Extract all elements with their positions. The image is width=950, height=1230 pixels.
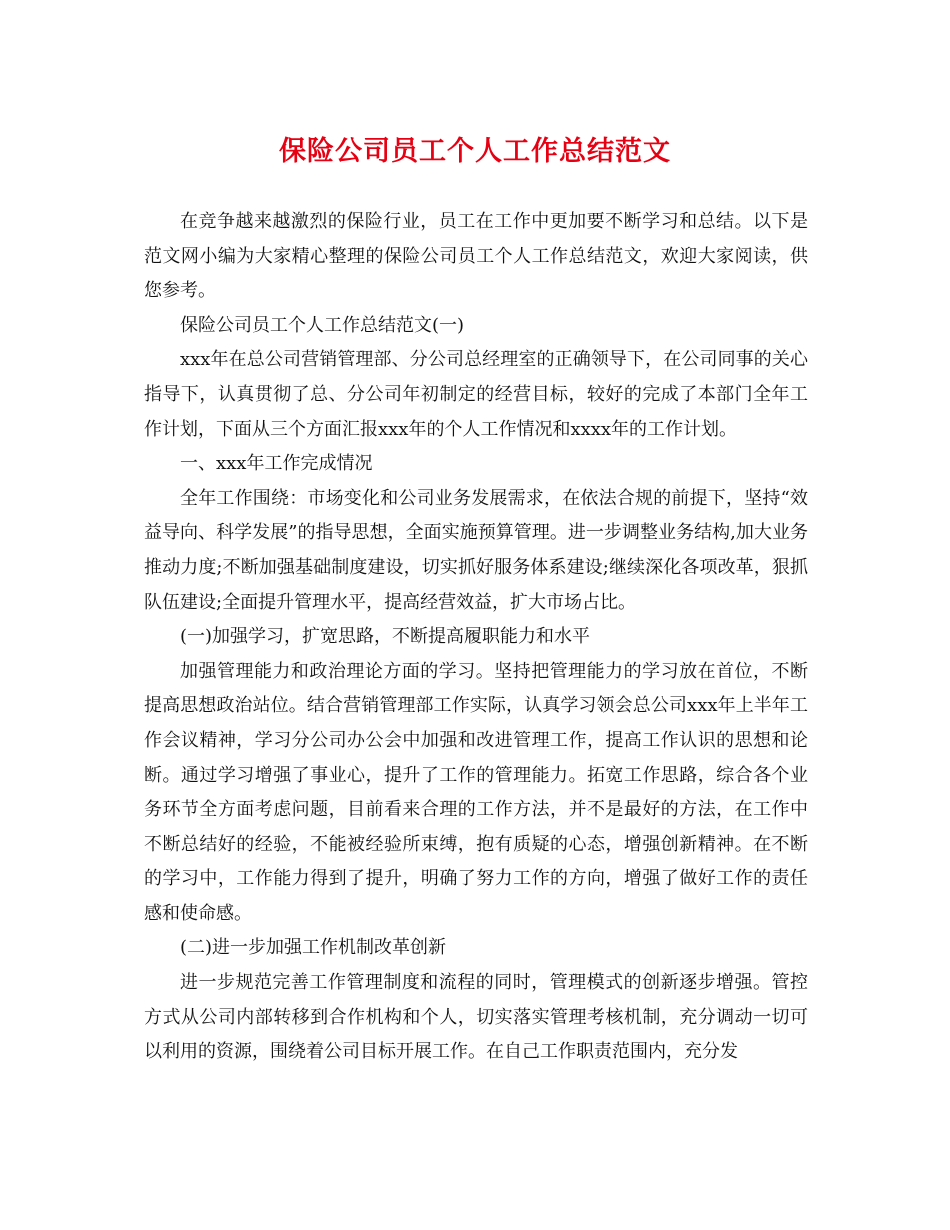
paragraph-intro: 在竞争越来越激烈的保险行业，员工在工作中更加要不断学习和总结。以下是范文网小编为大家精心整理的保险公司员工个人工作总结范文，欢迎大家阅读，供您参考。: [144, 211, 808, 302]
paragraph-learning: 加强管理能力和政治理论方面的学习。坚持把管理能力的学习放在首位，不断提高思想政治站位。结合营销管理部工作实际，认真学习领会总公司xxx年上半年工作会议精神，学习分公司办公会中加强和改进管理工作，提高工作认识的思想和论断。通过学习增强了事业心，提升了工作的管理能力。拓宽工作思路，综合各个业务环节全方面考虑问题，目前看来合理的工作方法，并不是最好的方法，在工作中不断总结好的经验，不能被经验所束缚，抱有质疑的心态，增强创新精神。在不断的学习中，工作能力得到了提升，明确了努力工作的方向，增强了做好工作的责任感和使命感。: [144, 660, 808, 924]
paragraph-overview: xxx年在总公司营销管理部、分公司总经理室的正确领导下，在公司同事的关心指导下，认真贯彻了总、分公司年初制定的经营目标，较好的完成了本部门全年工作计划，下面从三个方面汇报xxx年的个人工作情况和xxxx年的工作计划。: [144, 349, 808, 440]
paragraph-subheading-1: (一)加强学习，扩宽思路，不断提高履职能力和水平: [180, 626, 591, 648]
paragraph-section-heading-1: 一、xxx年工作完成情况: [180, 453, 373, 475]
paragraph-mechanism: 进一步规范完善工作管理制度和流程的同时，管理模式的创新逐步增强。管控方式从公司内部转移到合作机构和个人，切实落实管理考核机制，充分调动一切可以利用的资源，围绕着公司目标开展工作。在自己工作职责范围内，充分发: [144, 972, 808, 1063]
paragraph-heading-sample-one: 保险公司员工个人工作总结范文(一): [180, 314, 465, 336]
document-body: [144, 205, 808, 1070]
paragraph-subheading-2: (二)进一步加强工作机制改革创新: [180, 937, 447, 959]
paragraph-work-focus: 全年工作围绕：市场变化和公司业务发展需求，在依法合规的前提下，坚持“效益导向、科学发展”的指导思想，全面实施预算管理。进一步调整业务结构,加大业务推动力度;不断加强基础制度建设，切实抓好服务体系建设;继续深化各项改革，狠抓队伍建设;全面提升管理水平，提高经营效益，扩大市场占比。: [144, 487, 808, 613]
document-title: 保险公司员工个人工作总结范文: [279, 136, 671, 167]
